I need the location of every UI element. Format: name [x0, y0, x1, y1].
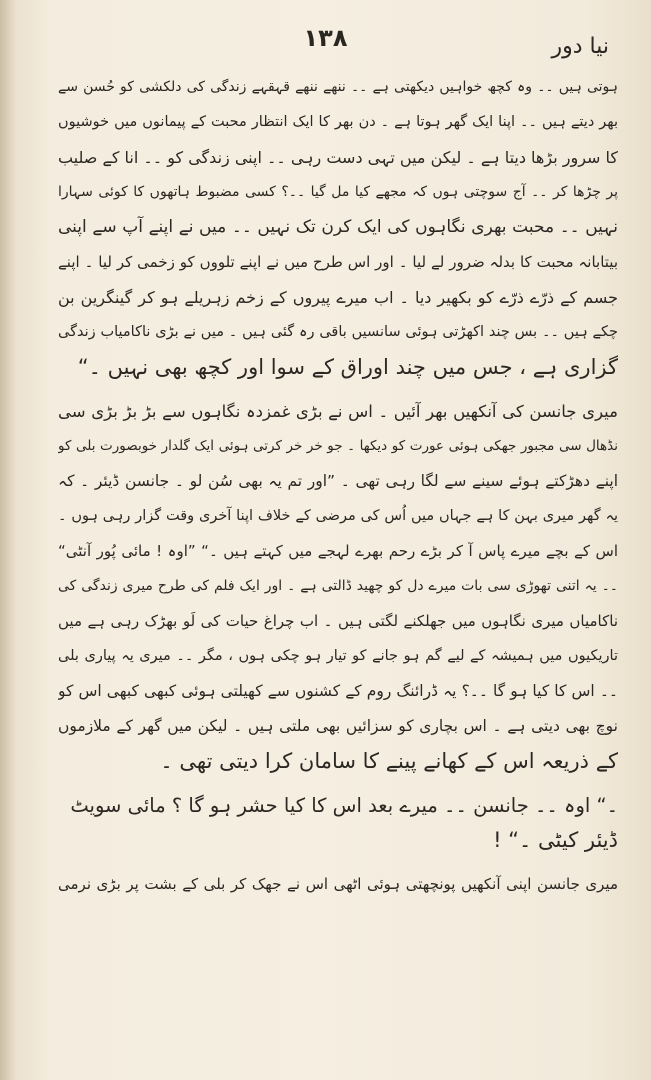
page-number: ۱۳۸: [303, 24, 348, 52]
body-text: [58, 70, 618, 1060]
text-line: تاریکیوں میں ہمیشہ کے لیے گم ہو جانے کو تیار ہو چکی ہوں ، مگر ۔۔ میری یہ پیاری بلی: [58, 648, 618, 664]
text-line: ہوتی ہیں ۔۔ وہ کچھ خواہیں دیکھتی ہے ۔۔ ننھے ننھے قہقہے زندگی کی دلکشی کو حُسن سے: [58, 79, 618, 95]
text-line: نوچ بھی دیتی ہے ۔ اس بچاری کو سزائیں بھی ملتی ہیں ۔ لیکن میں گھر کے ملازموں: [58, 717, 618, 735]
text-line: ۔۔ اس کا کیا ہو گا ۔۔؟ یہ ڈرائنگ روم کے کشنوں سے کھیلتی ہوئی کبھی کبھی اس کو: [58, 682, 618, 700]
running-head: نیا دور: [551, 34, 609, 59]
text-line: میری جانسن اپنی آنکھیں پونچھتی ہوئی اٹھی اس نے جھک کر بلی کے بشت پر بڑی نرمی: [58, 875, 618, 893]
text-line: چکے ہیں ۔۔ بس چند اکھڑتی ہوئی سانسیں باقی رہ گئی ہیں ۔ میں نے بڑی ناکامیاب زندگی: [58, 324, 618, 340]
text-line: کا سرور بڑھا دیتا ہے ۔ لیکن میں تہی دست رہی ۔۔ اپنی زندگی کو ۔۔ انا کے صلیب: [58, 148, 618, 167]
text-line: ۔“ اوہ ۔۔ جانسن ۔۔ میرے بعد اس کا کیا حشر ہو گا ؟ مائی سویٹ: [70, 794, 618, 817]
text-line: پر چڑھا کر ۔۔ آج سوچتی ہوں کہ مجھے کیا مل گیا ۔۔؟ کسی مضبوط ہاتھوں کا کوئی سہارا: [58, 184, 618, 200]
text-line: جسم کے ذرّے ذرّے کو بکھیر دیا ۔ اب میرے پیروں کے زخم زہریلے ہو کر گینگرین بن: [58, 288, 618, 307]
text-line: ڈیئر کیٹی ۔“ !: [493, 828, 618, 852]
text-line: میری جانسن کی آنکھیں بھر آئیں ۔ اس نے بڑی غمزدہ نگاہوں سے بڑ بڑ بڑی سی: [58, 402, 618, 421]
text-line: ۔۔ یہ اتنی تھوڑی سی بات میرے دل کو چھید ڈالتی ہے ۔ اور ایک فلم کی طرح میری زندگی کی: [58, 578, 618, 594]
page-edge-shadow: [0, 0, 16, 1080]
text-line: بھر دیتے ہیں ۔۔ اپنا ایک گھر ہوتا ہے ۔ دن بھر کا ایک انتظار محبت کے پیمانوں میں خوشیوں: [58, 114, 618, 130]
paragraph: [58, 788, 618, 858]
paragraph: [58, 867, 618, 902]
text-line: یہ گھر میری بہن کا ہے جہاں میں اُس کی مرضی کے خلاف اپنا آخری وقت گزار رہی ہوں ۔: [58, 508, 618, 524]
paragraph-gap: [58, 385, 618, 394]
paragraph: [58, 70, 618, 385]
paragraph: [58, 394, 618, 779]
text-line: نڈھال سی مجبور جھکی ہوئی عورت کو دیکھا ۔ جو خر خر کرتی ہوئی ایک گلدار خوبصورت بلی کو: [58, 438, 618, 454]
text-line: ناکامیاں میری نگاہوں میں جھلکنے لگتی ہیں ۔ اب چراغ حیات کی لَو بھڑک رہی ہے میں: [58, 612, 618, 630]
text-line: نہیں ۔۔ محبت بھری نگاہوں کی ایک کرن تک نہیں ۔۔ میں نے اپنے آپ سے اپنی: [58, 217, 618, 237]
paragraph-gap: [58, 779, 618, 788]
text-line: بیتابانہ محبت کا بدلہ ضرور لے لیا ۔ اور اس طرح میں نے اپنے تلووں کو زخمی کر لیا ۔ اپنے: [58, 253, 618, 271]
text-line: گزاری ہے ، جس میں چند اوراق کے سوا اور کچھ بھی نہیں ۔“: [77, 355, 618, 379]
text-line: کے ذریعہ اس کے کھانے پینے کا سامان کرا دیتی تھی ۔: [160, 749, 618, 773]
text-line: اس کے بچے میرے پاس آ کر بڑے رحم بھرے لہجے میں کہتے ہیں ۔“ ”اوہ ! مائی پُور آنٹی“: [58, 542, 618, 560]
paragraph-gap: [58, 858, 618, 867]
text-line: اپنے دھڑکتے ہوئے سینے سے لگا رہی تھی ۔ ”اور تم یہ بھی سُن لو ۔ جانسن ڈیئر ۔ کہ: [58, 472, 618, 490]
